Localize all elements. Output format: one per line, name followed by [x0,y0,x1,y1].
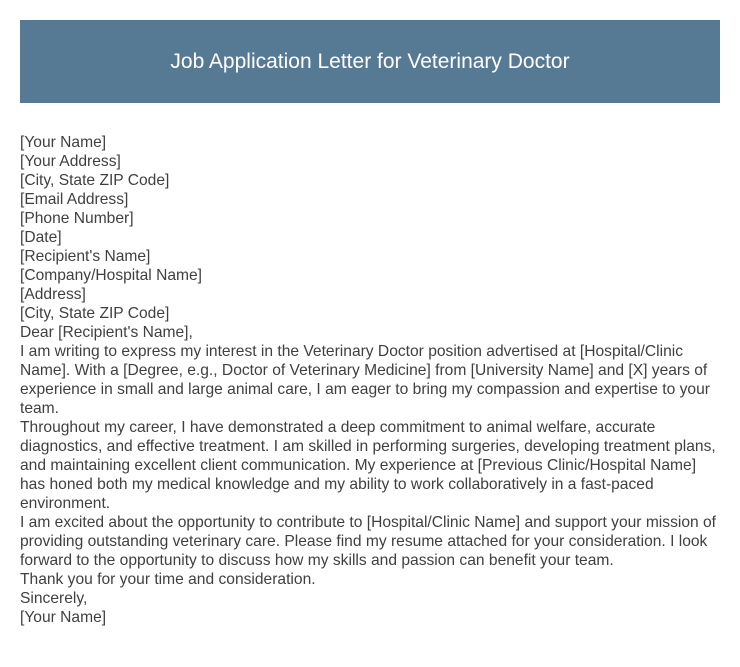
paragraph-thanks: Thank you for your time and consideration. [20,571,316,588]
letter-body [20,133,720,627]
letter-date: [Date] [20,229,62,246]
paragraph-closing-interest: I am excited about the opportunity to contribute to [Hospital/Clinic Name] and support your mission of providing outstanding veterinary care. Please find my resume attached for your consideration. I look forward to the opportunity to discuss how my skills and passion can benefit your team. [20,514,717,569]
sender-address: [Your Address] [20,153,121,170]
page-header [20,20,720,103]
recipient-address: [Address] [20,286,86,303]
sender-phone: [Phone Number] [20,210,134,227]
closing: Sincerely, [20,590,88,607]
salutation: Dear [Recipient's Name], [20,324,193,341]
paragraph-intro: I am writing to express my interest in the Veterinary Doctor position advertised at [Hospital/Clinic Name]. With a [Degree, e.g., Doctor of Veterinary Medicine] from [University Name] and [X] years of experience in small and large animal care, I am eager to bring my compassion and expertise to your team. [20,343,710,417]
signature: [Your Name] [20,609,107,626]
recipient-name: [Recipient's Name] [20,248,151,265]
sender-email: [Email Address] [20,191,129,208]
page-title: Job Application Letter for Veterinary Doctor [170,49,570,73]
recipient-company: [Company/Hospital Name] [20,267,203,284]
recipient-city-state-zip: [City, State ZIP Code] [20,305,170,322]
paragraph-experience: Throughout my career, I have demonstrated a deep commitment to animal welfare, accurate diagnostics, and effective treatment. I am skilled in performing surgeries, developing treatment plans, and maintaining excellent client communication. My experience at [Previous Clinic/Hospital Name] has honed both my medical knowledge and my ability to work collaboratively in a fast-paced environment. [20,419,716,512]
sender-city-state-zip: [City, State ZIP Code] [20,172,170,189]
sender-name: [Your Name] [20,134,107,151]
